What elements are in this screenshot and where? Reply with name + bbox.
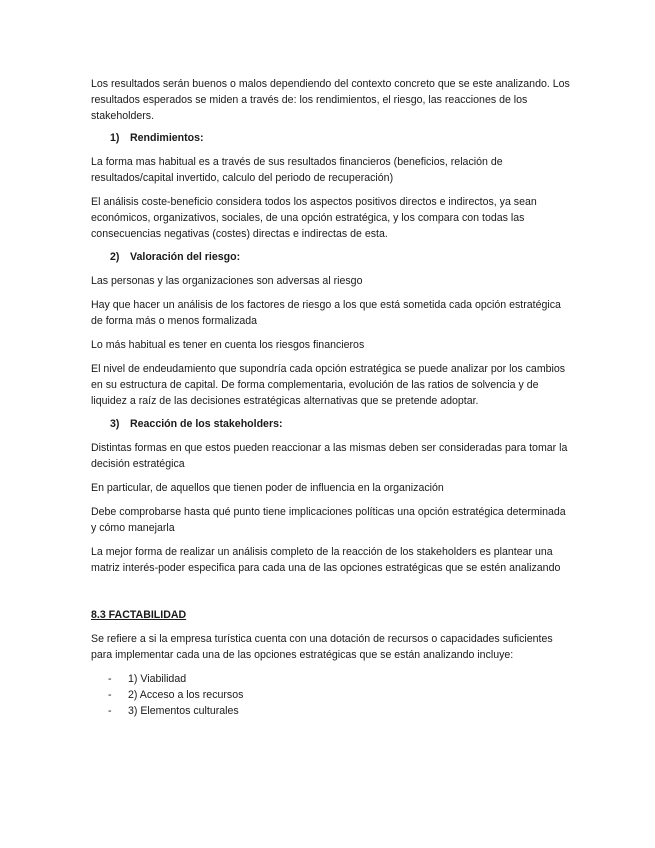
paragraph: En particular, de aquellos que tienen poder de influencia en la organización	[91, 482, 444, 494]
list-item-text: 2) Acceso a los recursos	[128, 689, 244, 701]
paragraph: La forma mas habitual es a través de sus resultados financieros (beneficios, relación de resultados/capital invertido, calculo del periodo de recuperación)	[91, 156, 503, 184]
list-item-text: 3) Elementos culturales	[128, 705, 239, 717]
bullet-marker: -	[108, 705, 112, 717]
heading-title: Valoración del riesgo:	[130, 251, 241, 263]
heading-title: Rendimientos:	[130, 132, 204, 144]
heading-title: Reacción de los stakeholders:	[130, 418, 283, 430]
list-item	[108, 671, 186, 687]
bullet-marker: -	[108, 689, 112, 701]
paragraph: Lo más habitual es tener en cuenta los riesgos financieros	[91, 339, 365, 351]
bullet-marker: -	[108, 673, 112, 685]
list-item-text: 1) Viabilidad	[128, 673, 187, 685]
heading-number: 2)	[110, 251, 120, 263]
list-item	[108, 703, 239, 719]
heading-rendimientos	[110, 130, 204, 146]
intro-paragraph: Los resultados serán buenos o malos dependiendo del contexto concreto que se este analizando. Los resultados esperados se miden a través de: los rendimientos, el riesgo, las reacciones de los stakeholders.	[91, 78, 570, 122]
paragraph: La mejor forma de realizar un análisis completo de la reacción de los stakeholders es plantear una matriz interés-poder especifica para cada una de las opciones estratégicas que se estén analizando	[91, 546, 561, 574]
heading-reaccion-stakeholders	[110, 416, 283, 432]
heading-number: 3)	[110, 418, 120, 430]
section-title-factabilidad: 8.3 FACTABILIDAD	[91, 609, 187, 621]
heading-valoracion-riesgo	[110, 249, 240, 265]
paragraph: Debe comprobarse hasta qué punto tiene implicaciones políticas una opción estratégica determinada y cómo manejarla	[91, 506, 566, 534]
list-item	[108, 687, 243, 703]
paragraph: Hay que hacer un análisis de los factores de riesgo a los que está sometida cada opción estratégica de forma más o menos formalizada	[91, 299, 561, 327]
paragraph: Distintas formas en que estos pueden reaccionar a las mismas deben ser consideradas para tomar la decisión estratégica	[91, 442, 568, 470]
paragraph: El análisis coste-beneficio considera todos los aspectos positivos directos e indirectos, ya sean económicos, organizativos, sociales, de una opción estratégica, y los compara con todas las consecuencias negativas (costes) directas e indirectas de esta.	[91, 196, 537, 240]
heading-number: 1)	[110, 132, 120, 144]
paragraph: Las personas y las organizaciones son adversas al riesgo	[91, 275, 363, 287]
paragraph: Se refiere a si la empresa turística cuenta con una dotación de recursos o capacidades suficientes para implementar cada una de las opciones estratégicas que se están analizando incluye:	[91, 633, 553, 661]
paragraph: El nivel de endeudamiento que supondría cada opción estratégica se puede analizar por los cambios en su estructura de capital. De forma complementaria, evolución de las ratios de solvencia y de liquidez a raíz de las decisiones estratégicas alternativas que se pretende adoptar.	[91, 363, 566, 407]
